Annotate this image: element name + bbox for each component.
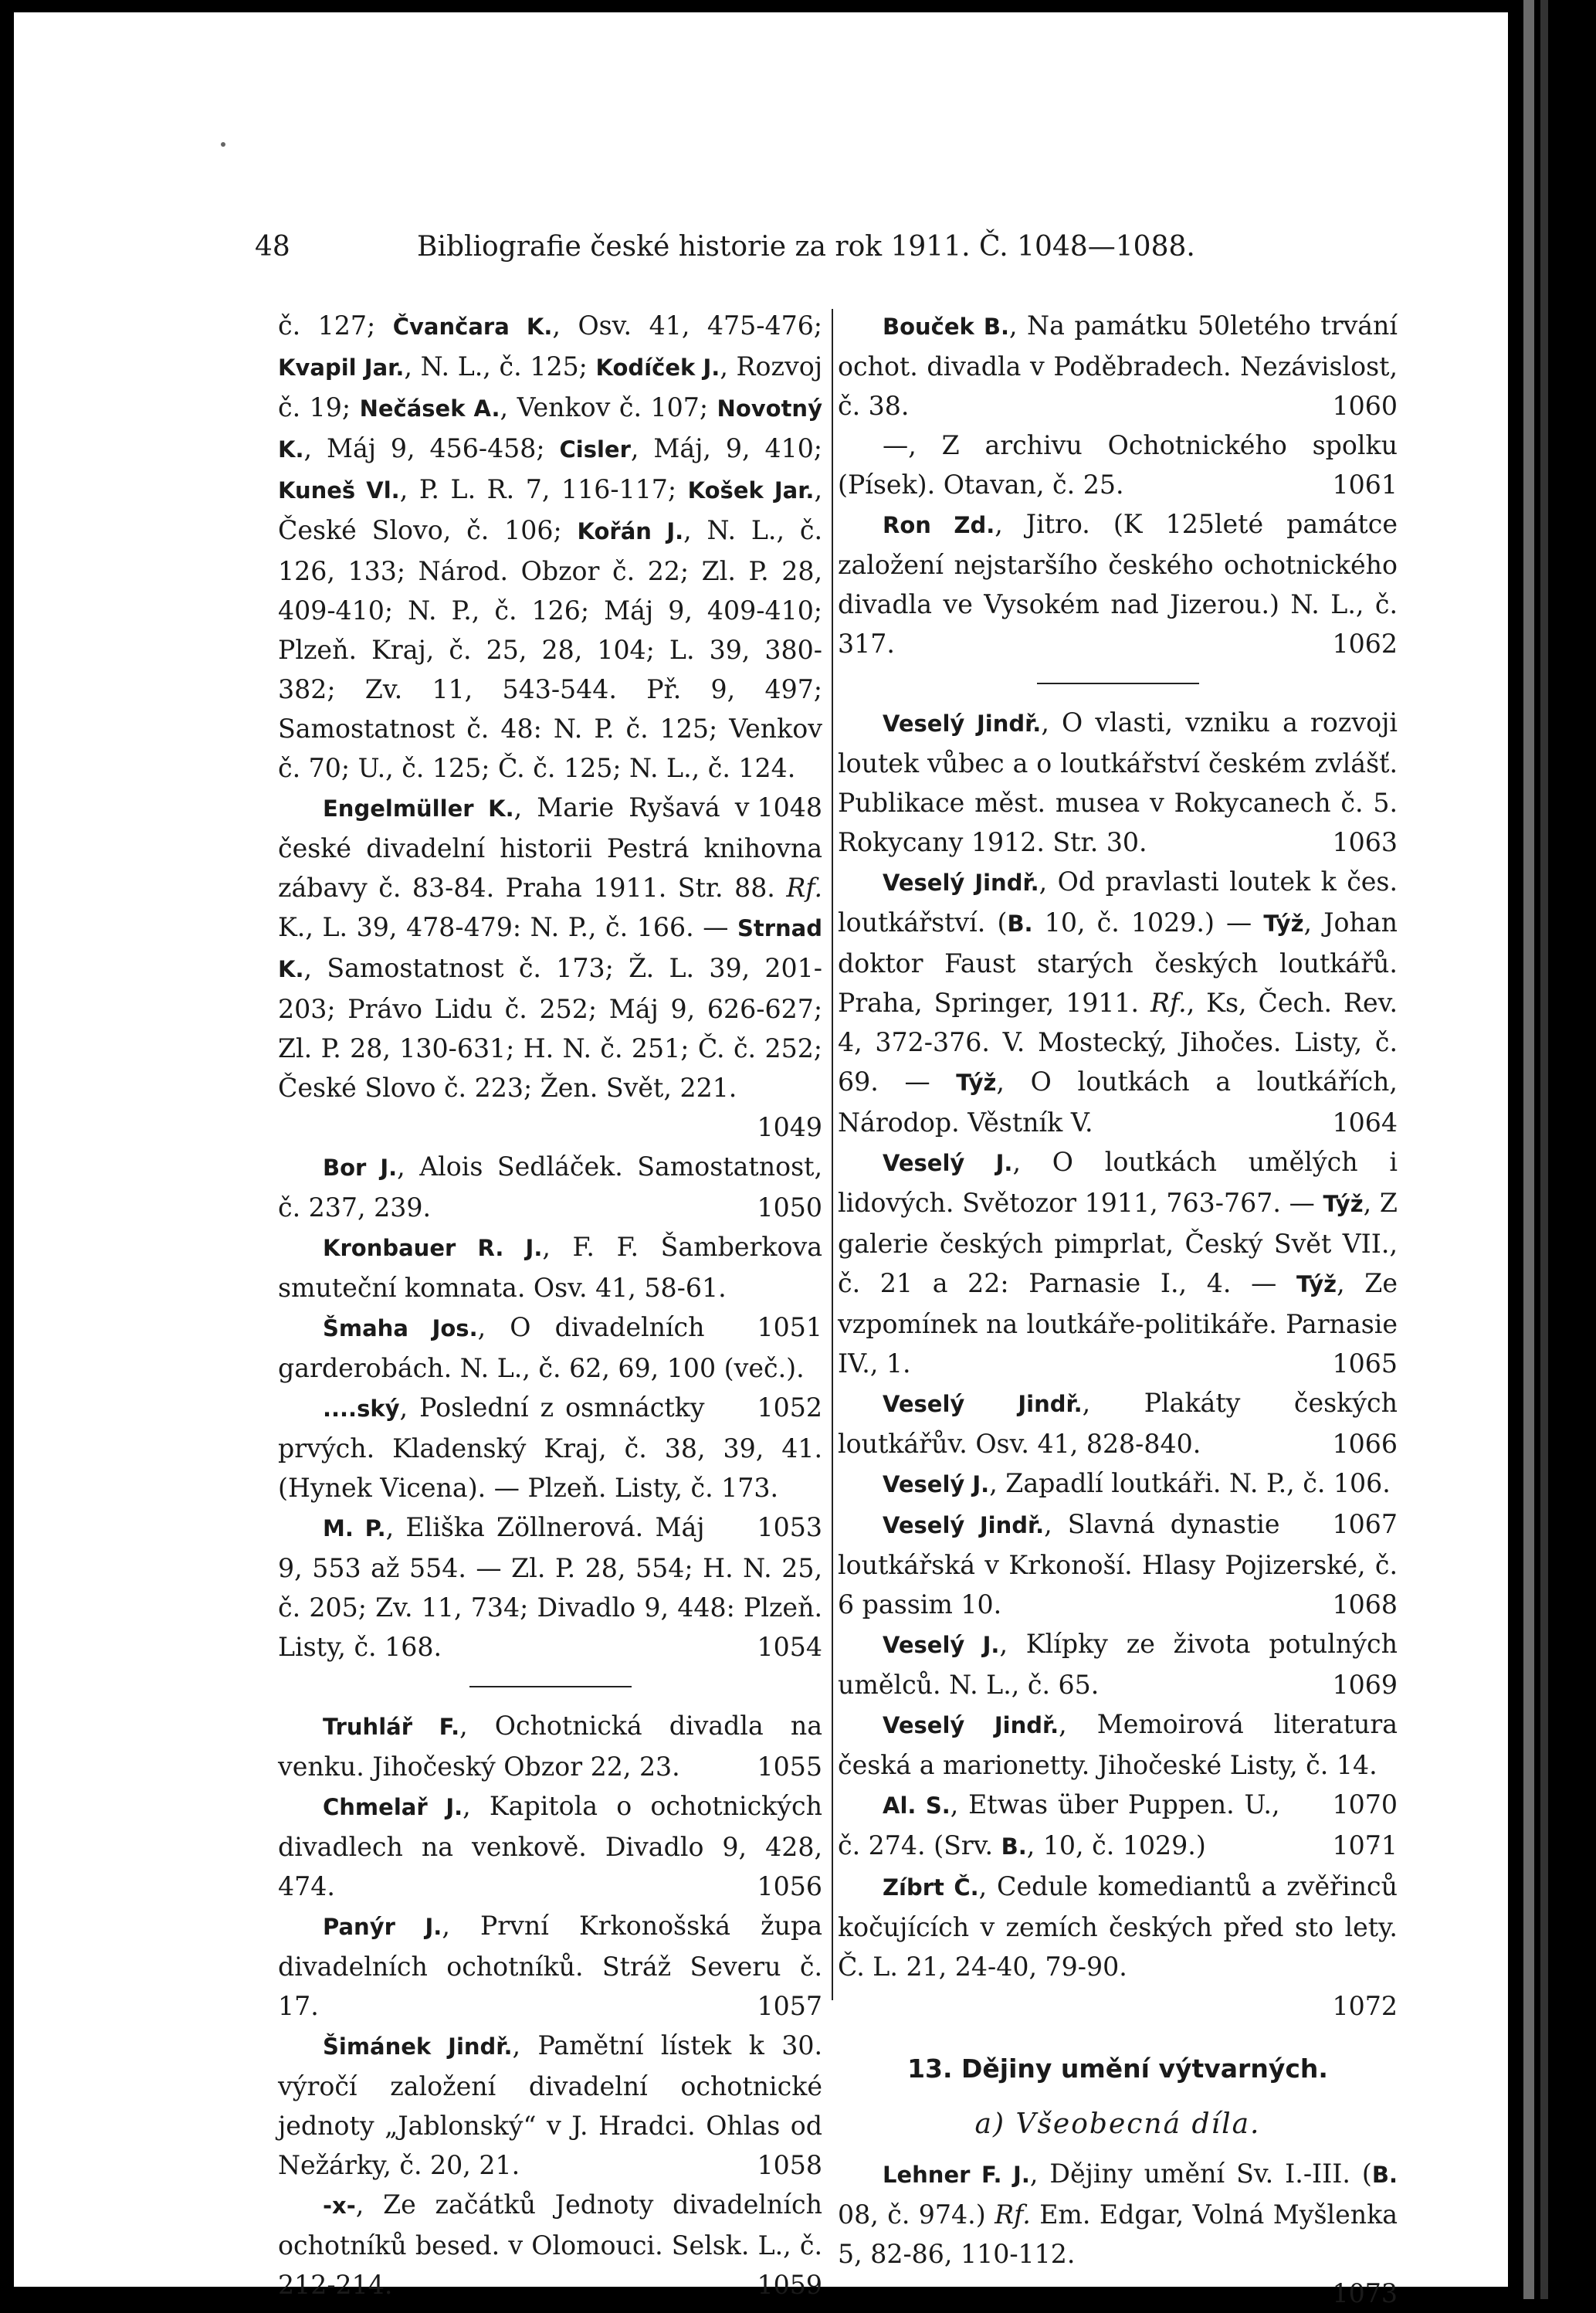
author: Kuneš Vl.: [278, 477, 400, 504]
bib-entry-1072: Zíbrt Č., Cedule komediantů a zvěřinců kočujících v zemích českých před sto lety. Č. L. 21, 24-40, 79-90.: [838, 1871, 1398, 1982]
bib-entry-1049: Engelmüller K., Marie Ryšavá v české divadelní historii Pestrá knihovna zábavy č. 83-84. Praha 1911. Str. 88. Rf. K., L. 39, 478-479: N. P., č. 166. — Strnad K., Samostatnost č. 173; Ž. L. 39, 201-203; Právo Lidu č. 252; Máj 9, 626-627; Zl. P. 28, 130-631; H. N. č. 251; Č. č. 252; České Slovo č. 223; Žen. Svět, 221.: [278, 792, 822, 1103]
entry-number: 1069: [1332, 1670, 1398, 1700]
bib-entry-1066: Veselý Jindř., Plakáty českých loutkářův. Osv. 41, 828-840. 1066: [838, 1383, 1398, 1463]
entry-number: 1072: [1332, 1991, 1398, 2021]
entry-number: 1053: [757, 1512, 822, 1542]
left-column: [278, 306, 822, 2305]
author: Veselý Jindř.: [883, 1712, 1059, 1738]
author: Nečásek A.: [359, 395, 500, 422]
section-rule: [469, 1686, 632, 1687]
bib-entry-1059: -x-, Ze začátků Jednoty divadelních ochotníků besed. v Olomouci. Selsk. L., č. 212-214. 1059: [278, 2185, 822, 2305]
entry-number: 1066: [1332, 1429, 1398, 1459]
entry-number: 1071: [1332, 1830, 1398, 1860]
page-number: 48: [255, 231, 290, 263]
bib-entry-1056: Chmelař J., Kapitola o ochotnických divadlech na venkově. Divadlo 9, 428, 474. 1056: [278, 1786, 822, 1906]
author: Čvančara K.: [392, 314, 553, 340]
author: M. P.: [323, 1515, 386, 1541]
bib-entry-1067: Veselý J., Zapadlí loutkáři. N. P., č. 106. 1067: [838, 1463, 1398, 1504]
author: Šmaha Jos.: [323, 1315, 478, 1341]
bib-entry-1057: Panýr J., První Krkonošská župa divadelních ochotníků. Stráž Severu č. 17. 1057: [278, 1906, 822, 2026]
author: Novotný K.: [278, 395, 822, 463]
bib-entry-1069: Veselý J., Klípky ze života potulných umělců. N. L., č. 65. 1069: [838, 1624, 1398, 1704]
entry-number: 1067: [1332, 1509, 1398, 1539]
right-column: [838, 306, 1398, 2313]
bib-entry-1052: Šmaha Jos., O divadelních garderobách. N. L., č. 62, 69, 100 (več.). 1052: [278, 1307, 822, 1388]
author: Týž: [1296, 1271, 1337, 1297]
entry-number: 1064: [1332, 1107, 1398, 1138]
author: Panýr J.: [323, 1914, 442, 1940]
entry-number: 1058: [757, 2150, 822, 2180]
entry-number: 1059: [757, 2270, 822, 2300]
bib-entry-1062: Ron Zd., Jitro. (K 125leté památce založení nejstaršího českého ochotnického divadla ve Vysokém nad Jizerou.) N. L., č. 317. 1062: [838, 504, 1398, 663]
running-title: Bibliografie české historie za rok 1911. Č. 1048—1088.: [417, 231, 1195, 263]
bib-entry-1060: Bouček B., Na památku 50letého trvání ochot. divadla v Poděbradech. Nezávislost, č. 38. 1060: [838, 306, 1398, 426]
entry-number: 1063: [1332, 827, 1398, 857]
entry-number: 1055: [757, 1752, 822, 1782]
page-header: [255, 224, 1413, 270]
author: Veselý Jindř.: [883, 870, 1039, 896]
bib-entry-1068: Veselý Jindř., Slavná dynastie loutkářská v Krkonoší. Hlasy Pojizerské, č. 6 passim 10. 1068: [838, 1504, 1398, 1624]
author: Chmelař J.: [323, 1794, 463, 1820]
author: Cisler: [559, 436, 631, 463]
author: Veselý J.: [883, 1150, 1013, 1176]
entry-number: 1054: [757, 1632, 822, 1662]
author: Košek Jar.: [687, 477, 815, 504]
entry-number: 1049: [757, 1112, 822, 1142]
author: Týž: [1323, 1191, 1364, 1217]
bib-entry-1050: Bor J., Alois Sedláček. Samostatnost, č. 237, 239. 1050: [278, 1147, 822, 1227]
author: Kvapil Jar.: [278, 354, 405, 381]
author: Kořán J.: [577, 518, 684, 544]
bib-entry-1063: Veselý Jindř., O vlasti, vzniku a rozvoji loutek vůbec a o loutkářství českém zvlášť. Publikace měst. musea v Rokycanech č. 5. Rokycany 1912. Str. 30. 1063: [838, 703, 1398, 862]
entry-number: 1056: [757, 1871, 822, 1901]
entry-number: 1068: [1332, 1589, 1398, 1619]
bib-entry-1053: ....ský, Poslední z osmnáctky prvých. Kladenský Kraj, č. 38, 39, 41. (Hynek Vicena). — Plzeň. Listy, č. 173. 1053: [278, 1388, 822, 1508]
entry-number: 1050: [757, 1192, 822, 1223]
author: Engelmüller K.: [323, 795, 514, 822]
author: Kodíček J.: [595, 354, 720, 381]
author: Lehner F. J.: [883, 2162, 1030, 2188]
section-heading: 13. Dějiny umění výtvarných.: [907, 2054, 1328, 2084]
author: Týž: [1263, 911, 1304, 937]
author: Al. S.: [883, 1792, 950, 1819]
bib-entry-1071: Al. S., Etwas über Puppen. U., č. 274. (Srv. B., 10, č. 1029.) 1071: [838, 1785, 1398, 1867]
bib-entry-1061: —, Z archivu Ochotnického spolku (Písek). Otavan, č. 25. 1061: [838, 426, 1398, 504]
column-divider: [832, 309, 833, 2000]
entry-number: 1057: [757, 1991, 822, 2021]
entry-number: 1060: [1332, 391, 1398, 421]
author: ....ský: [323, 1396, 400, 1422]
entry-number: 1052: [757, 1392, 822, 1423]
bib-entry-1065: Veselý J., O loutkách umělých i lidových. Světozor 1911, 763-767. — Týž, Z galerie českých pimprlat, Český Svět VII., č. 21 a 22: Parnasie I., 4. — Týž, Ze vzpomínek na loutkáře-politikáře. Parnasie IV., 1. 1065: [838, 1142, 1398, 1383]
author: Veselý Jindř.: [883, 1512, 1045, 1538]
section-rule: [1037, 683, 1199, 684]
author: -x-: [323, 2193, 356, 2219]
author: Veselý Jindř.: [883, 1391, 1083, 1417]
bib-entry-1048: č. 127; Čvančara K., Osv. 41, 475-476; Kvapil Jar., N. L., č. 125; Kodíček J., Rozvoj č. 19; Nečásek A., Venkov č. 107; Novotný K., Máj 9, 456-458; Cisler, Máj, 9, 410; Kuneš Vl., P. L. R. 7, 116-117; Košek Jar., České Slovo, č. 106; Kořán J., N. L., č. 126, 133; Národ. Obzor č. 22; Zl. P. 28, 409-410; N. P., č. 126; Máj 9, 409-410; Plzeň. Kraj, č. 25, 28, 104; L. 39, 380-382; Zv. 11, 543-544. Př. 9, 497; Samostatnost č. 48: N. P. č. 125; Venkov č. 70; U., č. 125; Č. č. 125; N. L., č. 124. 1048: [278, 306, 822, 788]
bib-entry-1058: Šimánek Jindř., Pamětní lístek k 30. výročí založení divadelní ochotnické jednoty „Jablonský“ v J. Hradci. Ohlas od Nežárky, č. 20, 21. 1058: [278, 2026, 822, 2185]
author: Veselý J.: [883, 1632, 1000, 1658]
entry-number: 1062: [1332, 629, 1398, 659]
author: Týž: [956, 1070, 997, 1096]
print-speck: [221, 142, 225, 147]
author: Veselý J.: [883, 1471, 990, 1497]
entry-number: 1065: [1332, 1348, 1398, 1379]
subsection-heading: a) Všeobecná díla.: [974, 2108, 1261, 2140]
entry-number: 1073: [1332, 2278, 1398, 2308]
author: Truhlář F.: [323, 1714, 460, 1740]
author: Veselý Jindř.: [883, 711, 1042, 737]
bib-entry-1055: Truhlář F., Ochotnická divadla na venku. Jihočeský Obzor 22, 23. 1055: [278, 1706, 822, 1786]
author: Kronbauer R. J.: [323, 1235, 543, 1261]
entry-number: 1051: [757, 1312, 822, 1342]
author: Bouček B.: [883, 314, 1009, 340]
entry-number: 1070: [1332, 1789, 1398, 1820]
bib-entry-1070: Veselý Jindř., Memoirová literatura česká a marionetty. Jihočeské Listy, č. 14. 1070: [838, 1704, 1398, 1785]
scan-edge: [1508, 0, 1596, 2299]
author: Ron Zd.: [883, 512, 995, 538]
author: Bor J.: [323, 1155, 398, 1181]
entry-number: 1048: [757, 792, 822, 822]
author: Šimánek Jindř.: [323, 2033, 513, 2060]
bib-entry-1064: Veselý Jindř., Od pravlasti loutek k čes. loutkářství. (B. 10, č. 1029.) — Týž, Johan doktor Faust starých českých loutkářů. Praha, Springer, 1911. Rf., Ks, Čech. Rev. 4, 372-376. V. Mostecký, Jihočes. Listy, č. 69. — Týž, O loutkách a loutkářích, Národop. Věstník V. 1064: [838, 862, 1398, 1142]
bib-entry-1054: M. P., Eliška Zöllnerová. Máj 9, 553 až 554. — Zl. P. 28, 554; H. N. 25, č. 205; Zv. 11, 734; Divadlo 9, 448: Plzeň. Listy, č. 168. 1054: [278, 1508, 822, 1667]
bib-entry-1051: Kronbauer R. J., F. F. Šamberkova smuteční komnata. Osv. 41, 58-61. 1051: [278, 1227, 822, 1307]
bib-entry-1073: Lehner F. J., Dějiny umění Sv. I.-III. (B. 08, č. 974.) Rf. Em. Edgar, Volná Myšlenka 5, 82-86, 110-112.: [838, 2159, 1398, 2269]
author: Strnad K.: [278, 915, 822, 982]
author: Zíbrt Č.: [883, 1874, 979, 1901]
entry-number: 1061: [1332, 470, 1398, 500]
